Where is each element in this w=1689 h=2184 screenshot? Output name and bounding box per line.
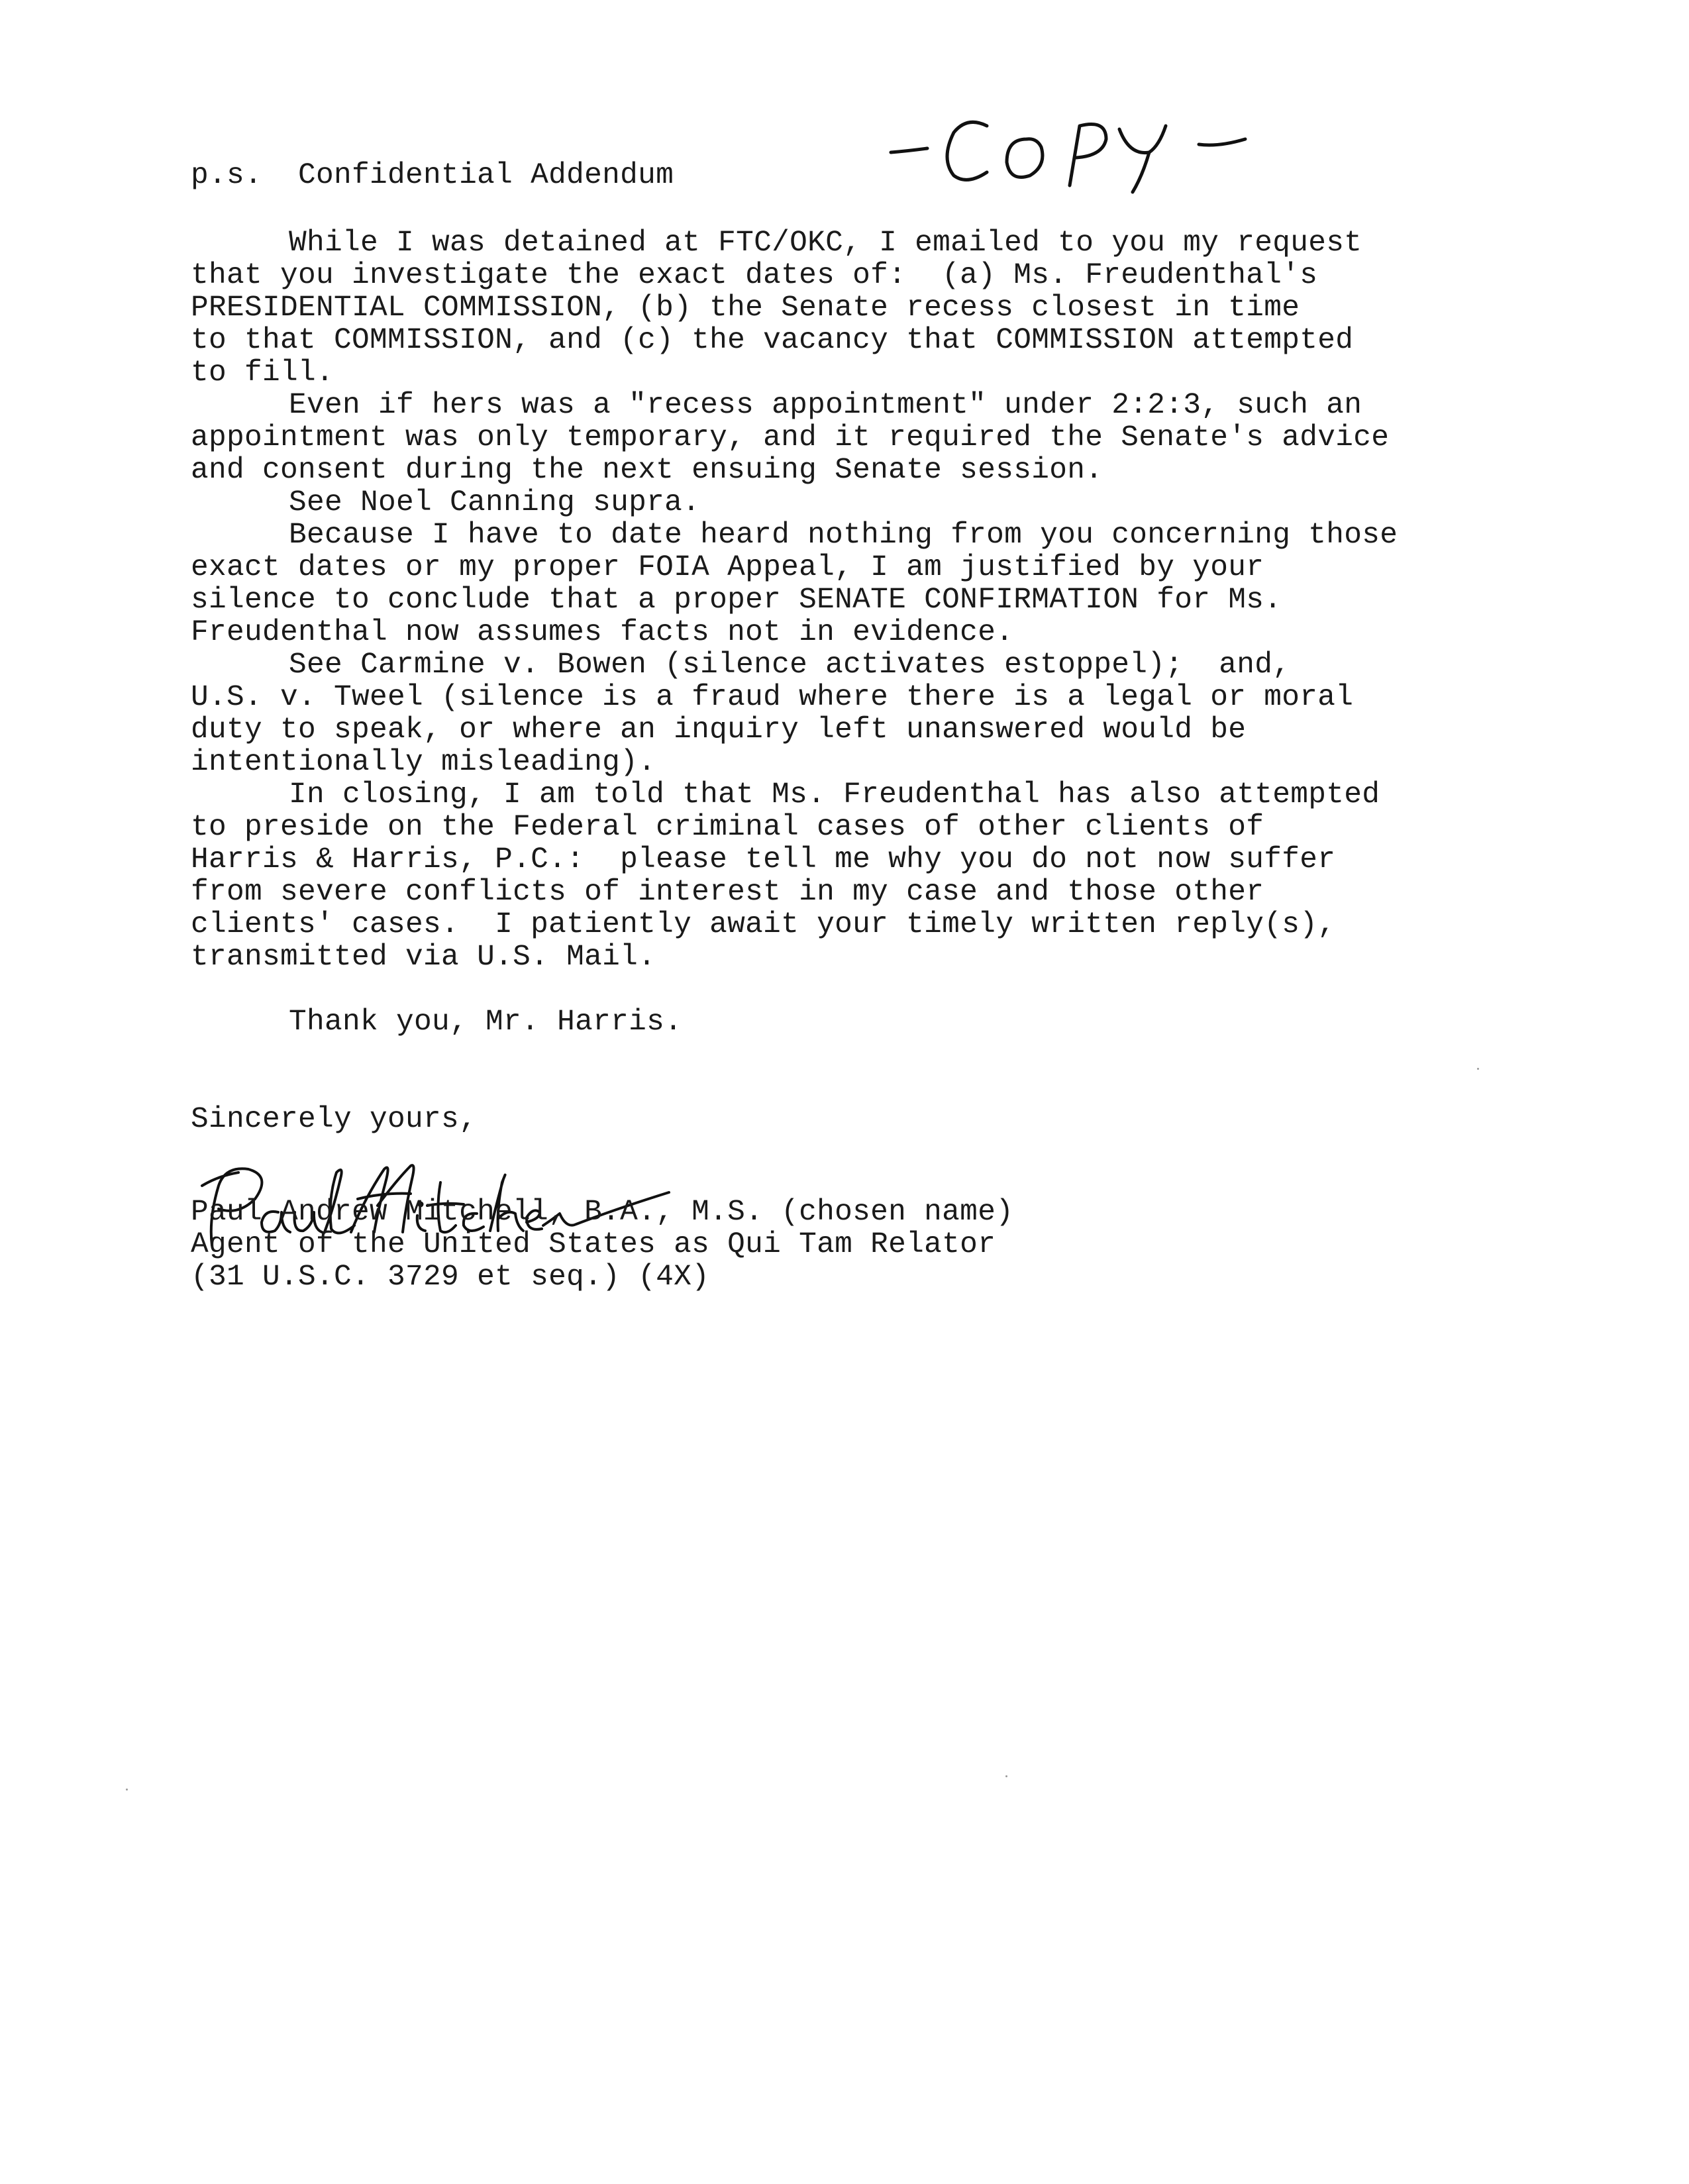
- body-line: from severe conflicts of interest in my case and those other: [191, 876, 1264, 909]
- body-line: to fill.: [191, 356, 334, 390]
- body-line: duty to speak, or where an inquiry left unanswered would be: [191, 713, 1247, 747]
- body-line: to that COMMISSION, and (c) the vacancy that COMMISSION attempted: [191, 324, 1354, 357]
- body-line: See Carmine v. Bowen (silence activates estoppel); and,: [289, 649, 1291, 682]
- scan-speck: [1477, 1068, 1479, 1070]
- body-line: Harris & Harris, P.C.: please tell me why you do not now suffer: [191, 843, 1336, 876]
- scan-speck: [1005, 1775, 1007, 1777]
- signer-name-line: Paul Andrew Mitchell, B.A., M.S. (chosen name): [191, 1196, 1014, 1229]
- closing-line: Sincerely yours,: [191, 1103, 478, 1136]
- body-line: exact dates or my proper FOIA Appeal, I am justified by your: [191, 551, 1264, 584]
- body-line: silence to conclude that a proper SENATE CONFIRMATION for Ms.: [191, 584, 1282, 617]
- body-line: While I was detained at FTC/OKC, I emailed to you my request: [289, 227, 1362, 260]
- body-line: See Noel Canning supra.: [289, 486, 701, 519]
- body-line: U.S. v. Tweel (silence is a fraud where there is a legal or moral: [191, 681, 1354, 714]
- thanks-line: Thank you, Mr. Harris.: [289, 1006, 683, 1039]
- copy-handwritten-mark: [888, 99, 1258, 199]
- body-line: Freudenthal now assumes facts not in evidence.: [191, 616, 1014, 649]
- body-line: Because I have to date heard nothing from you concerning those: [289, 519, 1398, 552]
- body-line: and consent during the next ensuing Senate session.: [191, 454, 1103, 487]
- body-line: In closing, I am told that Ms. Freudenthal has also attempted: [289, 778, 1380, 811]
- body-line: transmitted via U.S. Mail.: [191, 941, 656, 974]
- signer-citation-line: (31 U.S.C. 3729 et seq.) (4X): [191, 1261, 710, 1294]
- addendum-heading: p.s. Confidential Addendum: [191, 159, 674, 192]
- body-line: intentionally misleading).: [191, 746, 656, 779]
- scan-speck: [126, 1789, 128, 1791]
- body-line: PRESIDENTIAL COMMISSION, (b) the Senate recess closest in time: [191, 291, 1300, 325]
- body-line: clients' cases. I patiently await your timely written reply(s),: [191, 908, 1336, 941]
- signer-title-line: Agent of the United States as Qui Tam Relator: [191, 1228, 996, 1261]
- body-line: appointment was only temporary, and it required the Senate's advice: [191, 421, 1390, 454]
- body-line: that you investigate the exact dates of: (a) Ms. Freudenthal's: [191, 259, 1318, 292]
- body-line: to preside on the Federal criminal cases of other clients of: [191, 811, 1264, 844]
- body-line: Even if hers was a "recess appointment" under 2:2:3, such an: [289, 389, 1362, 422]
